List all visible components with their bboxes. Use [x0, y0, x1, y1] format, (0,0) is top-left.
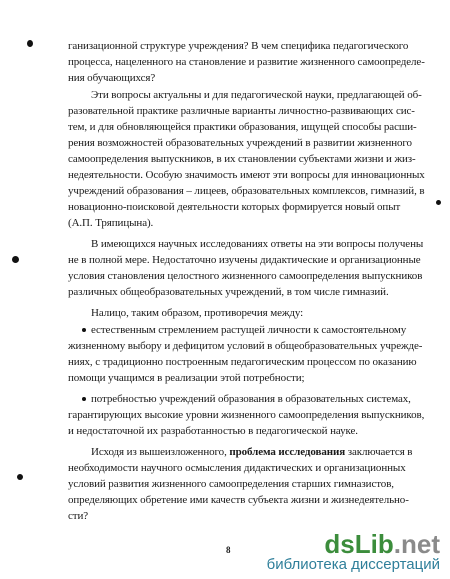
- text-line: учреждений образования – лицеев, образовательных комплексов, гимназий, в: [68, 185, 425, 197]
- bullet-icon: [82, 328, 86, 332]
- text-line: сти?: [68, 510, 89, 522]
- text-line: новационно-поисковой деятельности которых формируется новый опыт: [68, 201, 401, 213]
- text-line: (А.П. Тряпицына).: [68, 217, 154, 229]
- text-segment: Исходя из вышеизложенного,: [91, 446, 227, 458]
- text-line: различных общеобразовательных учреждений, в том числе гимназий.: [68, 286, 389, 298]
- watermark-logo-tld: .net: [393, 529, 440, 559]
- text-line: определяющих обретение ими качеств субъекта жизни и жизнедеятельно-: [68, 494, 409, 506]
- text-line: тем, и для обновляющейся практики образования, ищущей способы расши-: [68, 121, 417, 133]
- text-line: рения возможностей образовательных учреждений в развитии жизненного: [68, 137, 412, 149]
- text-line: жизненному выбору и дефицитом условий в общеобразовательных учрежде-: [68, 340, 423, 352]
- text-line: гарантирующих высокие уровни жизненного самоопределения выпускников,: [68, 409, 425, 421]
- text-line: естественным стремлением растущей личности к самостоятельному: [91, 324, 407, 336]
- text-line: помощи учащимся в реализации этой потребности;: [68, 372, 305, 384]
- margin-dot-icon: [27, 40, 33, 47]
- margin-dot-icon: [12, 256, 19, 263]
- text-line: самоопределения выпускников, в их становлении субъектами жизни и жиз-: [68, 153, 416, 165]
- text-line: не в полной мере. Недостаточно изучены дидактические и организационные: [68, 254, 421, 266]
- text-line: ниях, с традиционно построенным педагогическим процессом по оказанию: [68, 356, 417, 368]
- watermark-subtitle: библиотека диссертаций: [266, 556, 440, 573]
- problem-heading: проблема исследования: [229, 446, 346, 458]
- watermark-logo: [267, 530, 440, 558]
- text-line: [91, 446, 412, 459]
- text-line: Налицо, таким образом, противоречия между:: [91, 307, 304, 319]
- margin-dot-icon: [17, 474, 23, 480]
- text-line: В имеющихся научных исследованиях ответы на эти вопросы получены: [91, 238, 424, 250]
- text-line: ния обучающихся?: [68, 72, 156, 84]
- text-line: недеятельности. Особую значимость имеют эти вопросы для инновационных: [68, 169, 425, 181]
- text-line: и недостаточной их разработанностью в педагогической науке.: [68, 425, 358, 437]
- page-number: 8: [226, 545, 231, 555]
- watermark-logo-main: dsLib: [324, 529, 394, 559]
- text-line: потребностью учреждений образования в образовательных системах,: [91, 393, 411, 405]
- watermark: [267, 530, 440, 573]
- text-line: необходимости научного осмысления дидактических и организационных: [68, 462, 406, 474]
- text-line: ганизационной структуре учреждения? В чем специфика педагогического: [68, 40, 409, 52]
- text-line: условий развития жизненного самоопределения старших гимназистов,: [68, 478, 394, 490]
- text-line: процесса, нацеленного на становление и развитие жизненного самоопределе-: [68, 56, 425, 68]
- text-line: Эти вопросы актуальны и для педагогической науки, предлагающей об-: [91, 89, 422, 101]
- text-line: условия становления целостного жизненного самоопределения выпускников: [68, 270, 423, 282]
- text-line: разовательной практике различные варианты личностно-развивающих сис-: [68, 105, 415, 117]
- text-segment: заключается в: [347, 446, 413, 458]
- bullet-icon: [82, 397, 86, 401]
- margin-dot-icon: [436, 200, 441, 205]
